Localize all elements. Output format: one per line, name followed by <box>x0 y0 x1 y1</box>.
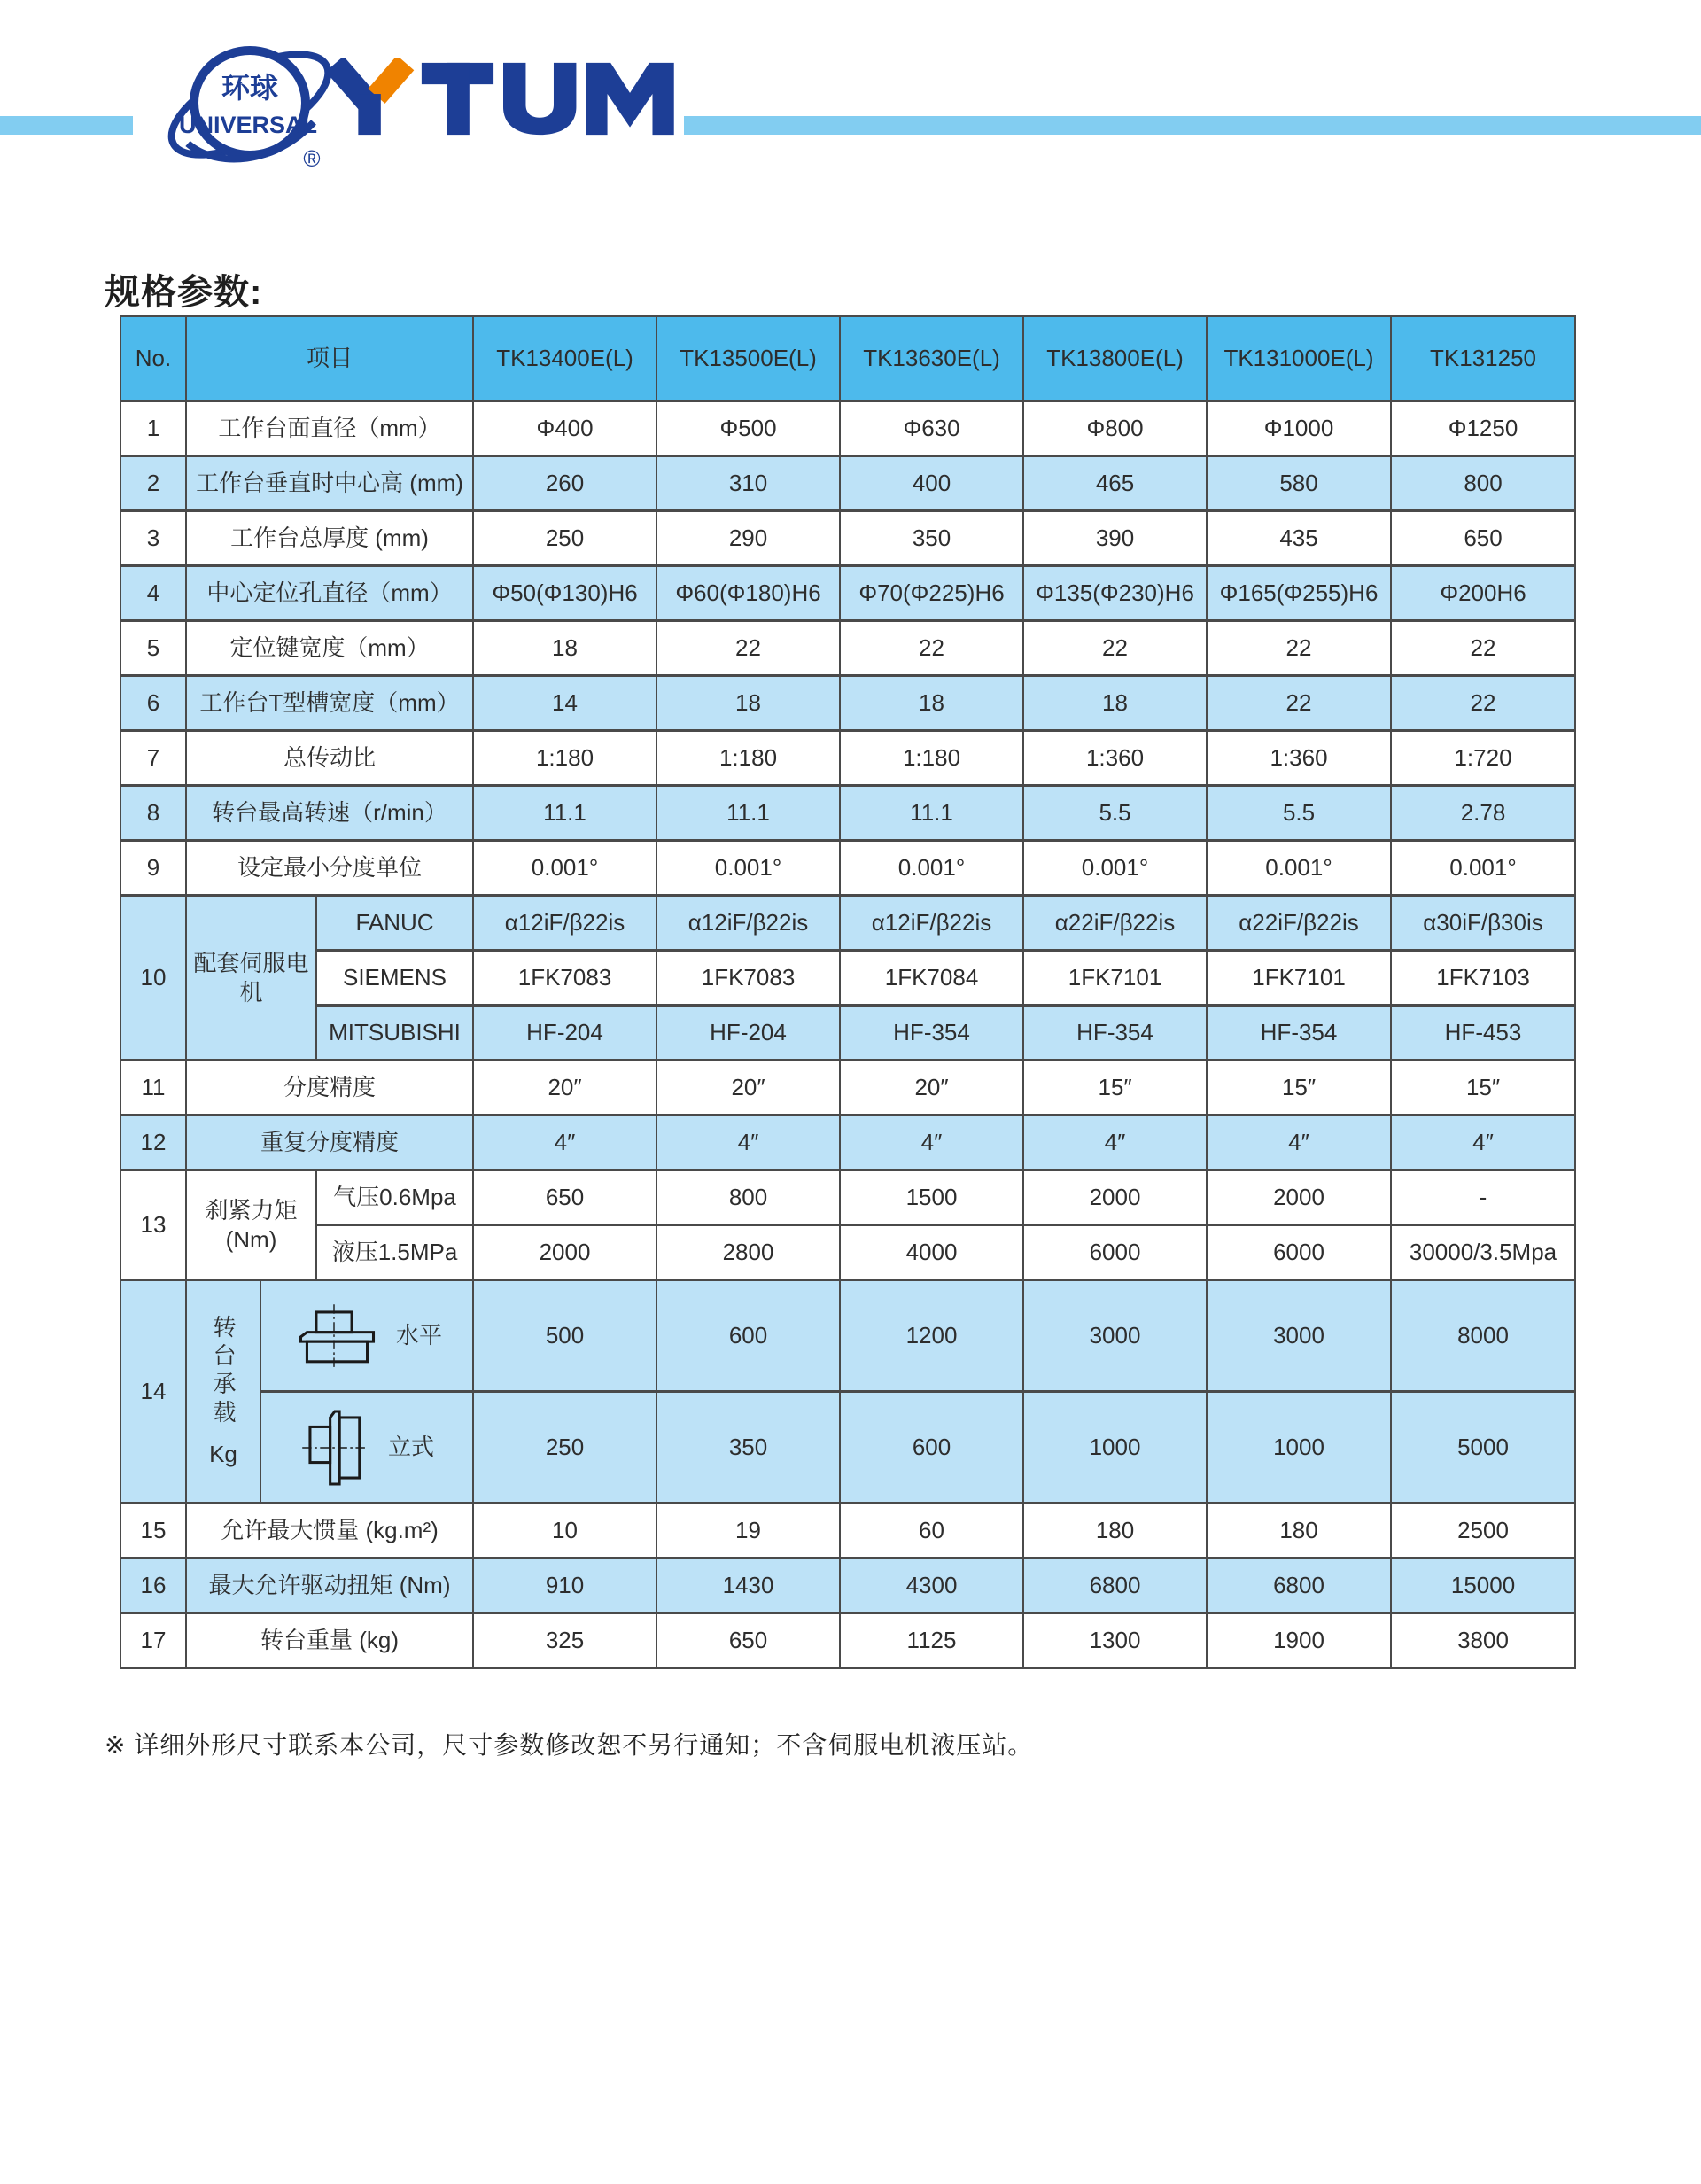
spec-value: 6000 <box>1207 1225 1391 1280</box>
spec-value: 6800 <box>1207 1558 1391 1613</box>
spec-value: 1:360 <box>1023 731 1207 786</box>
spec-value: 2000 <box>473 1225 656 1280</box>
row-label-servo: 配套伺服电机 <box>186 896 316 1061</box>
spec-value: 325 <box>473 1613 656 1668</box>
spec-value: 600 <box>656 1280 840 1392</box>
row-no: 7 <box>120 731 186 786</box>
spec-value: 1:180 <box>656 731 840 786</box>
spec-value: 11.1 <box>473 786 656 841</box>
spec-value: Φ70(Φ225)H6 <box>840 566 1023 621</box>
spec-value: 2500 <box>1391 1504 1575 1558</box>
spec-value: 600 <box>840 1392 1023 1504</box>
row-no: 10 <box>120 896 186 1061</box>
spec-value: HF-354 <box>1023 1006 1207 1061</box>
spec-value: HF-354 <box>840 1006 1023 1061</box>
spec-value: 18 <box>1023 676 1207 731</box>
page-title: 规格参数: <box>105 273 263 312</box>
ytum-wordmark <box>326 58 680 147</box>
spec-value: Φ135(Φ230)H6 <box>1023 566 1207 621</box>
row-label-load <box>186 1280 260 1504</box>
spec-value: 1430 <box>656 1558 840 1613</box>
spec-value: 650 <box>656 1613 840 1668</box>
spec-value: 5000 <box>1391 1392 1575 1504</box>
row-label: 工作台T型槽宽度（mm） <box>186 676 473 731</box>
row-no: 8 <box>120 786 186 841</box>
load-unit: Kg <box>209 1441 237 1467</box>
spec-value: α22iF/β22is <box>1023 896 1207 951</box>
orientation-label: 水平 <box>396 1322 443 1349</box>
row-no: 16 <box>120 1558 186 1613</box>
spec-value: 22 <box>840 621 1023 676</box>
spec-value: 4″ <box>1207 1115 1391 1170</box>
spec-value: 0.001° <box>656 841 840 896</box>
row-label: 分度精度 <box>186 1061 473 1115</box>
logo-globe-en: UNIVERSAL <box>178 112 318 138</box>
spec-value: 14 <box>473 676 656 731</box>
brand-label: MITSUBISHI <box>316 1006 473 1061</box>
spec-value: 6000 <box>1023 1225 1207 1280</box>
spec-value: 2800 <box>656 1225 840 1280</box>
spec-value: 1FK7103 <box>1391 951 1575 1006</box>
spec-value: Φ400 <box>473 401 656 456</box>
spec-value: HF-204 <box>473 1006 656 1061</box>
row-label: 最大允许驱动扭矩 (Nm) <box>186 1558 473 1613</box>
spec-value: 290 <box>656 511 840 566</box>
spec-value: 60 <box>840 1504 1023 1558</box>
globe-logo-icon <box>161 35 338 182</box>
spec-value: 0.001° <box>840 841 1023 896</box>
row-label: 重复分度精度 <box>186 1115 473 1170</box>
row-no: 14 <box>120 1280 186 1504</box>
spec-value: 5.5 <box>1023 786 1207 841</box>
row-label: 定位键宽度（mm） <box>186 621 473 676</box>
spec-value: 260 <box>473 456 656 511</box>
spec-value: 465 <box>1023 456 1207 511</box>
spec-value: 435 <box>1207 511 1391 566</box>
spec-value: 4″ <box>473 1115 656 1170</box>
spec-value: 22 <box>656 621 840 676</box>
spec-value: HF-204 <box>656 1006 840 1061</box>
row-no: 3 <box>120 511 186 566</box>
footnote: ※ 详细外形尺寸联系本公司，尺寸参数修改恕不另行通知；不含伺服电机液压站。 <box>105 1731 1034 1759</box>
spec-value: 3800 <box>1391 1613 1575 1668</box>
spec-value: HF-453 <box>1391 1006 1575 1061</box>
row-label: 工作台面直径（mm） <box>186 401 473 456</box>
spec-value: - <box>1391 1170 1575 1225</box>
spec-value: 1FK7101 <box>1207 951 1391 1006</box>
row-no: 17 <box>120 1613 186 1668</box>
spec-value: α12iF/β22is <box>840 896 1023 951</box>
spec-value: Φ630 <box>840 401 1023 456</box>
spec-value: 4300 <box>840 1558 1023 1613</box>
spec-value: 30000/3.5Mpa <box>1391 1225 1575 1280</box>
spec-value: 350 <box>840 511 1023 566</box>
spec-value: Φ60(Φ180)H6 <box>656 566 840 621</box>
spec-value: 22 <box>1023 621 1207 676</box>
spec-value: 1125 <box>840 1613 1023 1668</box>
spec-value: Φ500 <box>656 401 840 456</box>
spec-value: 180 <box>1207 1504 1391 1558</box>
table-vertical-schematic-icon <box>299 1405 369 1490</box>
spec-table <box>120 315 1576 1669</box>
spec-value: 1:360 <box>1207 731 1391 786</box>
spec-value: 1FK7083 <box>473 951 656 1006</box>
spec-value: 22 <box>1207 621 1391 676</box>
spec-value: 1:720 <box>1391 731 1575 786</box>
spec-value: 0.001° <box>1391 841 1575 896</box>
orientation-label: 立式 <box>388 1434 435 1461</box>
spec-value: α12iF/β22is <box>656 896 840 951</box>
col-header-model: TK13500E(L) <box>656 316 840 401</box>
row-no: 9 <box>120 841 186 896</box>
spec-value: α22iF/β22is <box>1207 896 1391 951</box>
ytum-wordmark-icon <box>326 58 680 139</box>
spec-value: 18 <box>473 621 656 676</box>
spec-value: HF-354 <box>1207 1006 1391 1061</box>
row-label-brake: 刹紧力矩 (Nm) <box>186 1170 316 1280</box>
spec-value: 6800 <box>1023 1558 1207 1613</box>
logo-globe-cn: 环球 <box>221 72 279 104</box>
spec-value: 20″ <box>840 1061 1023 1115</box>
spec-value: α30iF/β30is <box>1391 896 1575 951</box>
spec-value: Φ200H6 <box>1391 566 1575 621</box>
col-header-item: 项目 <box>186 316 473 401</box>
spec-value: 1000 <box>1207 1392 1391 1504</box>
spec-value: 15″ <box>1023 1061 1207 1115</box>
spec-value: 10 <box>473 1504 656 1558</box>
table-horizontal-schematic-icon <box>291 1302 377 1371</box>
brake-sub-label: 气压0.6Mpa <box>316 1170 473 1225</box>
spec-value: 20″ <box>656 1061 840 1115</box>
spec-value: 0.001° <box>1207 841 1391 896</box>
spec-value: 310 <box>656 456 840 511</box>
spec-value: 650 <box>1391 511 1575 566</box>
spec-value: 2.78 <box>1391 786 1575 841</box>
spec-value: 1:180 <box>473 731 656 786</box>
spec-value: 400 <box>840 456 1023 511</box>
spec-value: 19 <box>656 1504 840 1558</box>
accent-bar-right <box>684 116 1701 135</box>
spec-value: 800 <box>656 1170 840 1225</box>
spec-value: α12iF/β22is <box>473 896 656 951</box>
row-no: 6 <box>120 676 186 731</box>
col-header-model: TK13630E(L) <box>840 316 1023 401</box>
row-no: 1 <box>120 401 186 456</box>
row-no: 13 <box>120 1170 186 1280</box>
col-header-no: No. <box>120 316 186 401</box>
spec-value: 1FK7083 <box>656 951 840 1006</box>
spec-value: 250 <box>473 511 656 566</box>
spec-value: 1:180 <box>840 731 1023 786</box>
spec-value: 15″ <box>1391 1061 1575 1115</box>
row-no: 12 <box>120 1115 186 1170</box>
spec-value: 4″ <box>840 1115 1023 1170</box>
spec-value: 0.001° <box>473 841 656 896</box>
spec-value: 20″ <box>473 1061 656 1115</box>
universal-globe-logo <box>161 35 338 182</box>
spec-value: 2000 <box>1023 1170 1207 1225</box>
col-header-model: TK13400E(L) <box>473 316 656 401</box>
spec-value: 4″ <box>1023 1115 1207 1170</box>
col-header-model: TK13800E(L) <box>1023 316 1207 401</box>
row-label: 转台最高转速（r/min） <box>186 786 473 841</box>
row-no: 2 <box>120 456 186 511</box>
spec-value: 1500 <box>840 1170 1023 1225</box>
row-no: 11 <box>120 1061 186 1115</box>
spec-value: 1200 <box>840 1280 1023 1392</box>
brand-label: SIEMENS <box>316 951 473 1006</box>
spec-value: 4″ <box>1391 1115 1575 1170</box>
spec-value: 22 <box>1207 676 1391 731</box>
spec-value: Φ1000 <box>1207 401 1391 456</box>
spec-value: 3000 <box>1023 1280 1207 1392</box>
spec-value: Φ165(Φ255)H6 <box>1207 566 1391 621</box>
spec-value: 1900 <box>1207 1613 1391 1668</box>
spec-value: 650 <box>473 1170 656 1225</box>
orientation-cell <box>260 1280 473 1392</box>
spec-value: 180 <box>1023 1504 1207 1558</box>
row-label: 中心定位孔直径（mm） <box>186 566 473 621</box>
load-label-vertical: 转台承载 <box>210 1314 237 1428</box>
orientation-cell <box>260 1392 473 1504</box>
spec-value: 11.1 <box>656 786 840 841</box>
row-label: 设定最小分度单位 <box>186 841 473 896</box>
spec-value: Φ50(Φ130)H6 <box>473 566 656 621</box>
spec-value: 1FK7101 <box>1023 951 1207 1006</box>
spec-value: 22 <box>1391 676 1575 731</box>
spec-value: 350 <box>656 1392 840 1504</box>
spec-value: 250 <box>473 1392 656 1504</box>
spec-value: 1FK7084 <box>840 951 1023 1006</box>
spec-value: Φ1250 <box>1391 401 1575 456</box>
row-no: 4 <box>120 566 186 621</box>
row-label: 工作台总厚度 (mm) <box>186 511 473 566</box>
spec-value: 4000 <box>840 1225 1023 1280</box>
row-no: 5 <box>120 621 186 676</box>
row-label: 工作台垂直时中心高 (mm) <box>186 456 473 511</box>
row-label: 总传动比 <box>186 731 473 786</box>
brand-label: FANUC <box>316 896 473 951</box>
accent-bar-left <box>0 116 133 135</box>
spec-value: 3000 <box>1207 1280 1391 1392</box>
spec-value: 390 <box>1023 511 1207 566</box>
spec-value: 18 <box>840 676 1023 731</box>
spec-value: Φ800 <box>1023 401 1207 456</box>
spec-value: 910 <box>473 1558 656 1613</box>
spec-value: 22 <box>1391 621 1575 676</box>
col-header-model: TK131250 <box>1391 316 1575 401</box>
spec-value: 1000 <box>1023 1392 1207 1504</box>
spec-value: 8000 <box>1391 1280 1575 1392</box>
spec-value: 5.5 <box>1207 786 1391 841</box>
spec-value: 1300 <box>1023 1613 1207 1668</box>
spec-value: 15″ <box>1207 1061 1391 1115</box>
col-header-model: TK131000E(L) <box>1207 316 1391 401</box>
row-no: 15 <box>120 1504 186 1558</box>
spec-value: 15000 <box>1391 1558 1575 1613</box>
spec-value: 800 <box>1391 456 1575 511</box>
brake-sub-label: 液压1.5MPa <box>316 1225 473 1280</box>
spec-value: 2000 <box>1207 1170 1391 1225</box>
row-label: 转台重量 (kg) <box>186 1613 473 1668</box>
spec-value: 18 <box>656 676 840 731</box>
row-label: 允许最大惯量 (kg.m²) <box>186 1504 473 1558</box>
spec-value: 580 <box>1207 456 1391 511</box>
spec-value: 0.001° <box>1023 841 1207 896</box>
spec-value: 11.1 <box>840 786 1023 841</box>
registered-mark: ® <box>303 145 321 172</box>
spec-value: 500 <box>473 1280 656 1392</box>
spec-value: 4″ <box>656 1115 840 1170</box>
